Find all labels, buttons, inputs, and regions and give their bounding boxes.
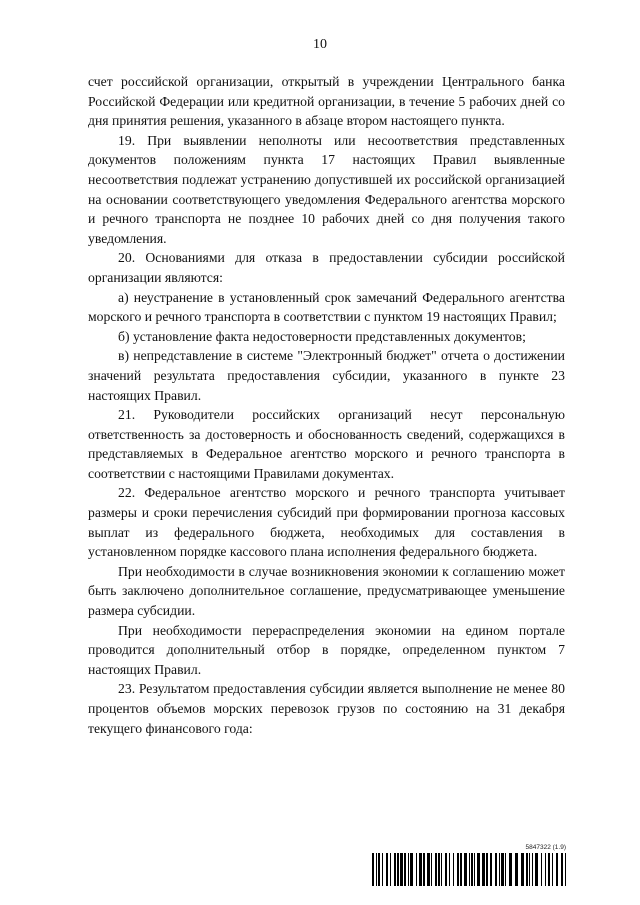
subitem-b: б) установление факта недостоверности представленных документов; (118, 328, 526, 344)
paragraph-22-redistribution: При необходимости перераспределения экономии на едином портале проводится дополнительный отбор в порядке, определенном пунктом 7 настоящих Правил. (88, 622, 565, 677)
barcode-graphic (372, 853, 566, 886)
paragraph: счет российской организации, открытый в учреждении Центрального банка Российской Федерации или кредитной организации, в течение 5 рабочих дней со дня принятия решения, указанного в абзаце втором настоящего пункта. (88, 74, 565, 129)
paragraph-22: 22. Федеральное агентство морского и речного транспорта учитывает размеры и сроки перечисления субсидий при формировании прогноза кассовых выплат из федерального бюджета, необходимых для составления в установленном порядке кассового плана исполнения федерального бюджета. (88, 485, 565, 560)
paragraph-23: 23. Результатом предоставления субсидии является выполнение не менее 80 процентов объемов морских перевозок грузов по состоянию на 31 декабря текущего финансового года: (88, 681, 565, 736)
paragraph-21: 21. Руководители российских организаций несут персональную ответственность за достоверность и обоснованность сведений, содержащихся в представляемых в Федеральное агентство морского и речного транспорта в соответствии с настоящими Правилами документах. (88, 407, 565, 481)
paragraph-20: 20. Основаниями для отказа в предоставлении субсидии российской организации являются: (88, 250, 565, 285)
document-body (88, 72, 565, 738)
barcode-block (372, 844, 566, 886)
subitem-v: в) непредставление в системе "Электронный бюджет" отчета о достижении значений результата предоставления субсидии, указанного в пункте 23 настоящих Правил. (88, 348, 565, 403)
subitem-a: а) неустранение в установленный срок замечаний Федерального агентства морского и речного транспорта в соответствии с пунктом 19 настоящих Правил; (88, 289, 565, 325)
paragraph-19: 19. При выявлении неполноты или несоответствия представленных документов положениям пункта 17 настоящих Правил выявленные несоответствия подлежат устранению допустившей их российской организацией на основании соответствующего уведомления Федерального агентства морского и речного транспорта не позднее 10 рабочих дней со дня получения такого уведомления. (88, 132, 565, 246)
barcode-label: 5847322 (1.9) (525, 844, 566, 851)
page-number: 10 (313, 37, 327, 52)
paragraph-22-economy: При необходимости в случае возникновения экономии к соглашению может быть заключено дополнительное соглашение, предусматривающее уменьшение размера субсидии. (88, 563, 565, 619)
